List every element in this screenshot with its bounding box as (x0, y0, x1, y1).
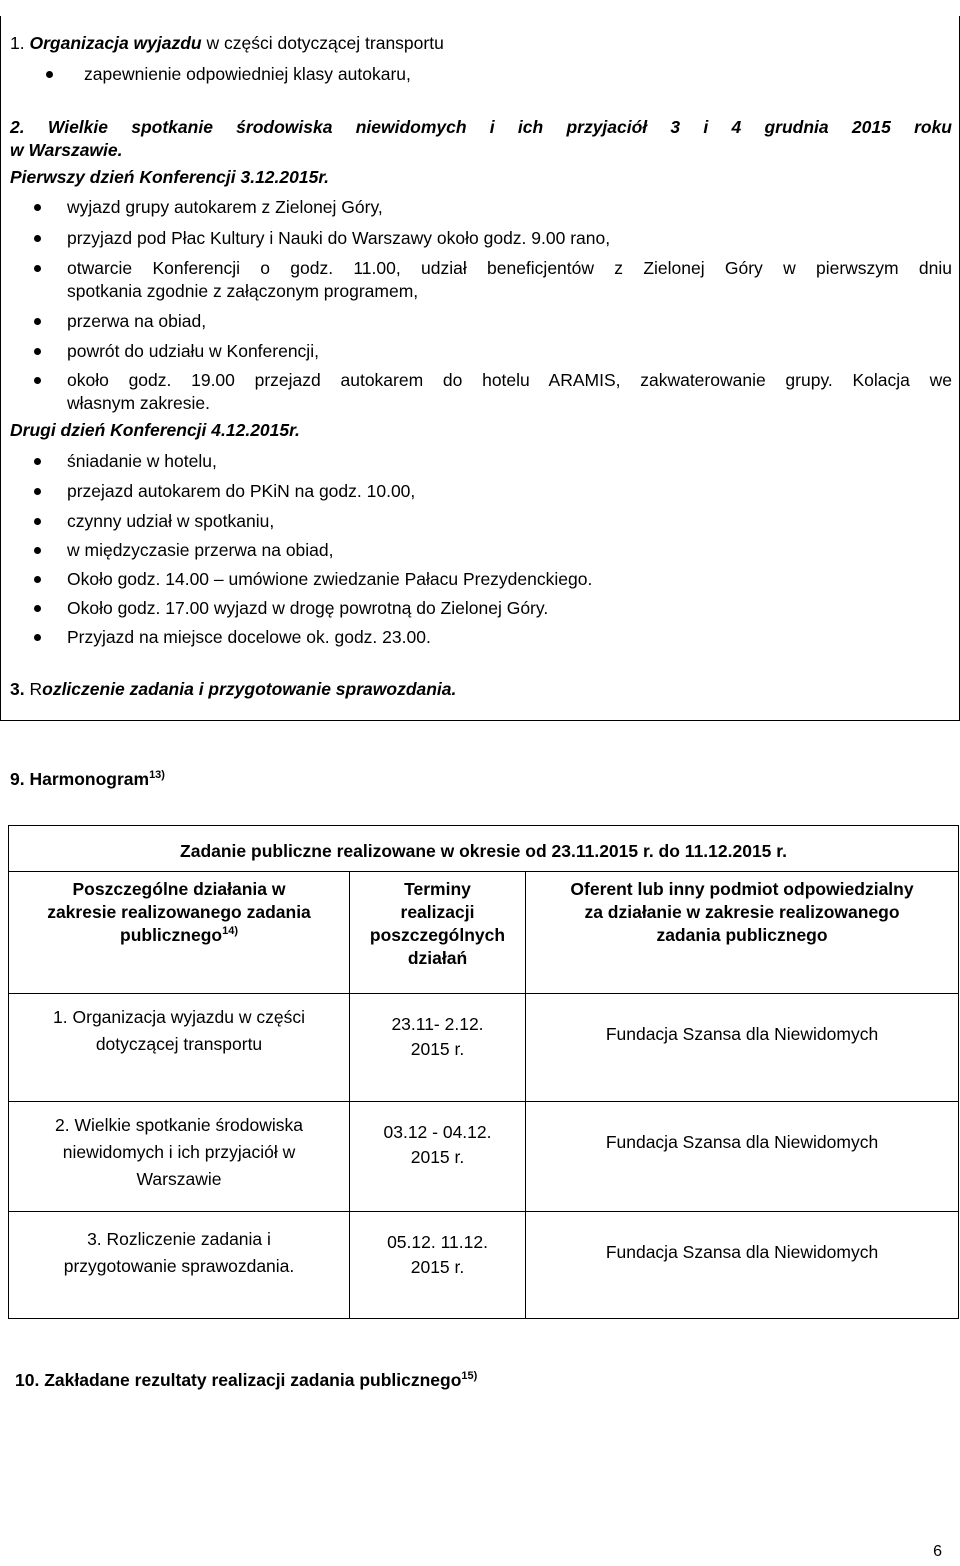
bullet-icon (34, 235, 41, 242)
bullet-icon (34, 204, 41, 211)
col-header-terms: Terminy realizacji poszczególnych działań (350, 872, 526, 994)
list-item: około godz. 19.00 przejazd autokarem do hotelu ARAMIS, zakwaterowanie grupy. Kolacja we (67, 370, 952, 390)
list-item: przerwa na obiad, (67, 311, 207, 331)
responsible-cell: Fundacja Szansa dla Niewidomych (526, 1102, 959, 1212)
col-header-responsible: Oferent lub inny podmiot odpowiedzialny za działanie w zakresie realizowanego zadania publicznego (526, 872, 959, 994)
section-2-heading: 2. Wielkie spotkanie środowiska niewidomych i ich przyjaciół 3 i 4 grudnia 2015 roku (10, 117, 952, 137)
section-1-title: Organizacja wyjazdu (29, 33, 202, 53)
bullet-icon (34, 605, 41, 612)
bullet-icon (34, 576, 41, 583)
section-3-heading: 3. Rozliczenie zadania i przygotowanie sprawozdania. (10, 679, 457, 699)
page-number: 6 (933, 1543, 942, 1560)
list-item: wyjazd grupy autokarem z Zielonej Góry, (67, 197, 383, 217)
bullet-icon (34, 458, 41, 465)
section-1-number: 1. (10, 33, 25, 53)
bullet-icon (34, 488, 41, 495)
list-item: zapewnienie odpowiedniej klasy autokaru, (84, 64, 411, 84)
section-2-heading-cont: w Warszawie. (10, 140, 123, 160)
bullet-icon (46, 71, 53, 78)
list-item-cont: własnym zakresie. (67, 393, 210, 413)
table-row (9, 1102, 959, 1212)
bullet-icon (34, 377, 41, 384)
section-1-heading (10, 32, 444, 54)
section-10-title: 10. Zakładane rezultaty realizacji zadania publicznego$^{15)}$ (15, 1370, 478, 1390)
list-item: przejazd autokarem do PKiN na godz. 10.00, (67, 481, 416, 501)
list-item: powrót do udziału w Konferencji, (67, 341, 319, 361)
bullet-icon (34, 265, 41, 272)
bullet-icon (34, 547, 41, 554)
list-item: śniadanie w hotelu, (67, 451, 217, 471)
responsible-cell: Fundacja Szansa dla Niewidomych (526, 1212, 959, 1319)
table-row (9, 994, 959, 1102)
harmonogram-table (8, 825, 959, 1319)
list-item: Około godz. 17.00 wyjazd w drogę powrotną do Zielonej Góry. (67, 598, 549, 618)
list-item-cont: spotkania zgodnie z załączonym programem, (67, 281, 419, 301)
list-item: czynny udział w spotkaniu, (67, 511, 275, 531)
list-item: w międzyczasie przerwa na obiad, (67, 540, 334, 560)
table-row (9, 1212, 959, 1319)
bullet-icon (34, 634, 41, 641)
term-cell: 23.11- 2.12. 2015 r. (350, 994, 526, 1102)
bullet-icon (34, 318, 41, 325)
responsible-cell: Fundacja Szansa dla Niewidomych (526, 994, 959, 1102)
term-cell: 05.12. 11.12. 2015 r. (350, 1212, 526, 1319)
day-1-title: Pierwszy dzień Konferencji 3.12.2015r. (10, 167, 330, 187)
bullet-icon (34, 348, 41, 355)
term-cell: 03.12 - 04.12. 2015 r. (350, 1102, 526, 1212)
day-2-title: Drugi dzień Konferencji 4.12.2015r. (10, 420, 300, 440)
list-item: otwarcie Konferencji o godz. 11.00, udział beneficjentów z Zielonej Góry w pierwszym dniu (67, 258, 952, 278)
bullet-icon (34, 518, 41, 525)
list-item: przyjazd pod Płac Kultury i Nauki do Warszawy około godz. 9.00 rano, (67, 228, 611, 248)
section-9-title: 9. Harmonogram$^{13)}$ (10, 769, 165, 789)
action-cell: 1. Organizacja wyjazdu w części dotyczącej transportu (9, 994, 350, 1102)
list-item: Około godz. 14.00 – umówione zwiedzanie Pałacu Prezydenckiego. (67, 569, 593, 589)
section-1-title-rest: w części dotyczącej transportu (206, 33, 444, 53)
list-item: Przyjazd na miejsce docelowe ok. godz. 23.00. (67, 627, 431, 647)
col-header-actions: Poszczególne działania w zakresie realizowanego zadania publicznego$^{14)}$ (9, 872, 350, 994)
period-header: Zadanie publiczne realizowane w okresie od 23.11.2015 r. do 11.12.2015 r. (9, 826, 959, 872)
action-cell: 2. Wielkie spotkanie środowiska niewidomych i ich przyjaciół w Warszawie (9, 1102, 350, 1212)
action-cell: 3. Rozliczenie zadania i przygotowanie sprawozdania. (9, 1212, 350, 1319)
